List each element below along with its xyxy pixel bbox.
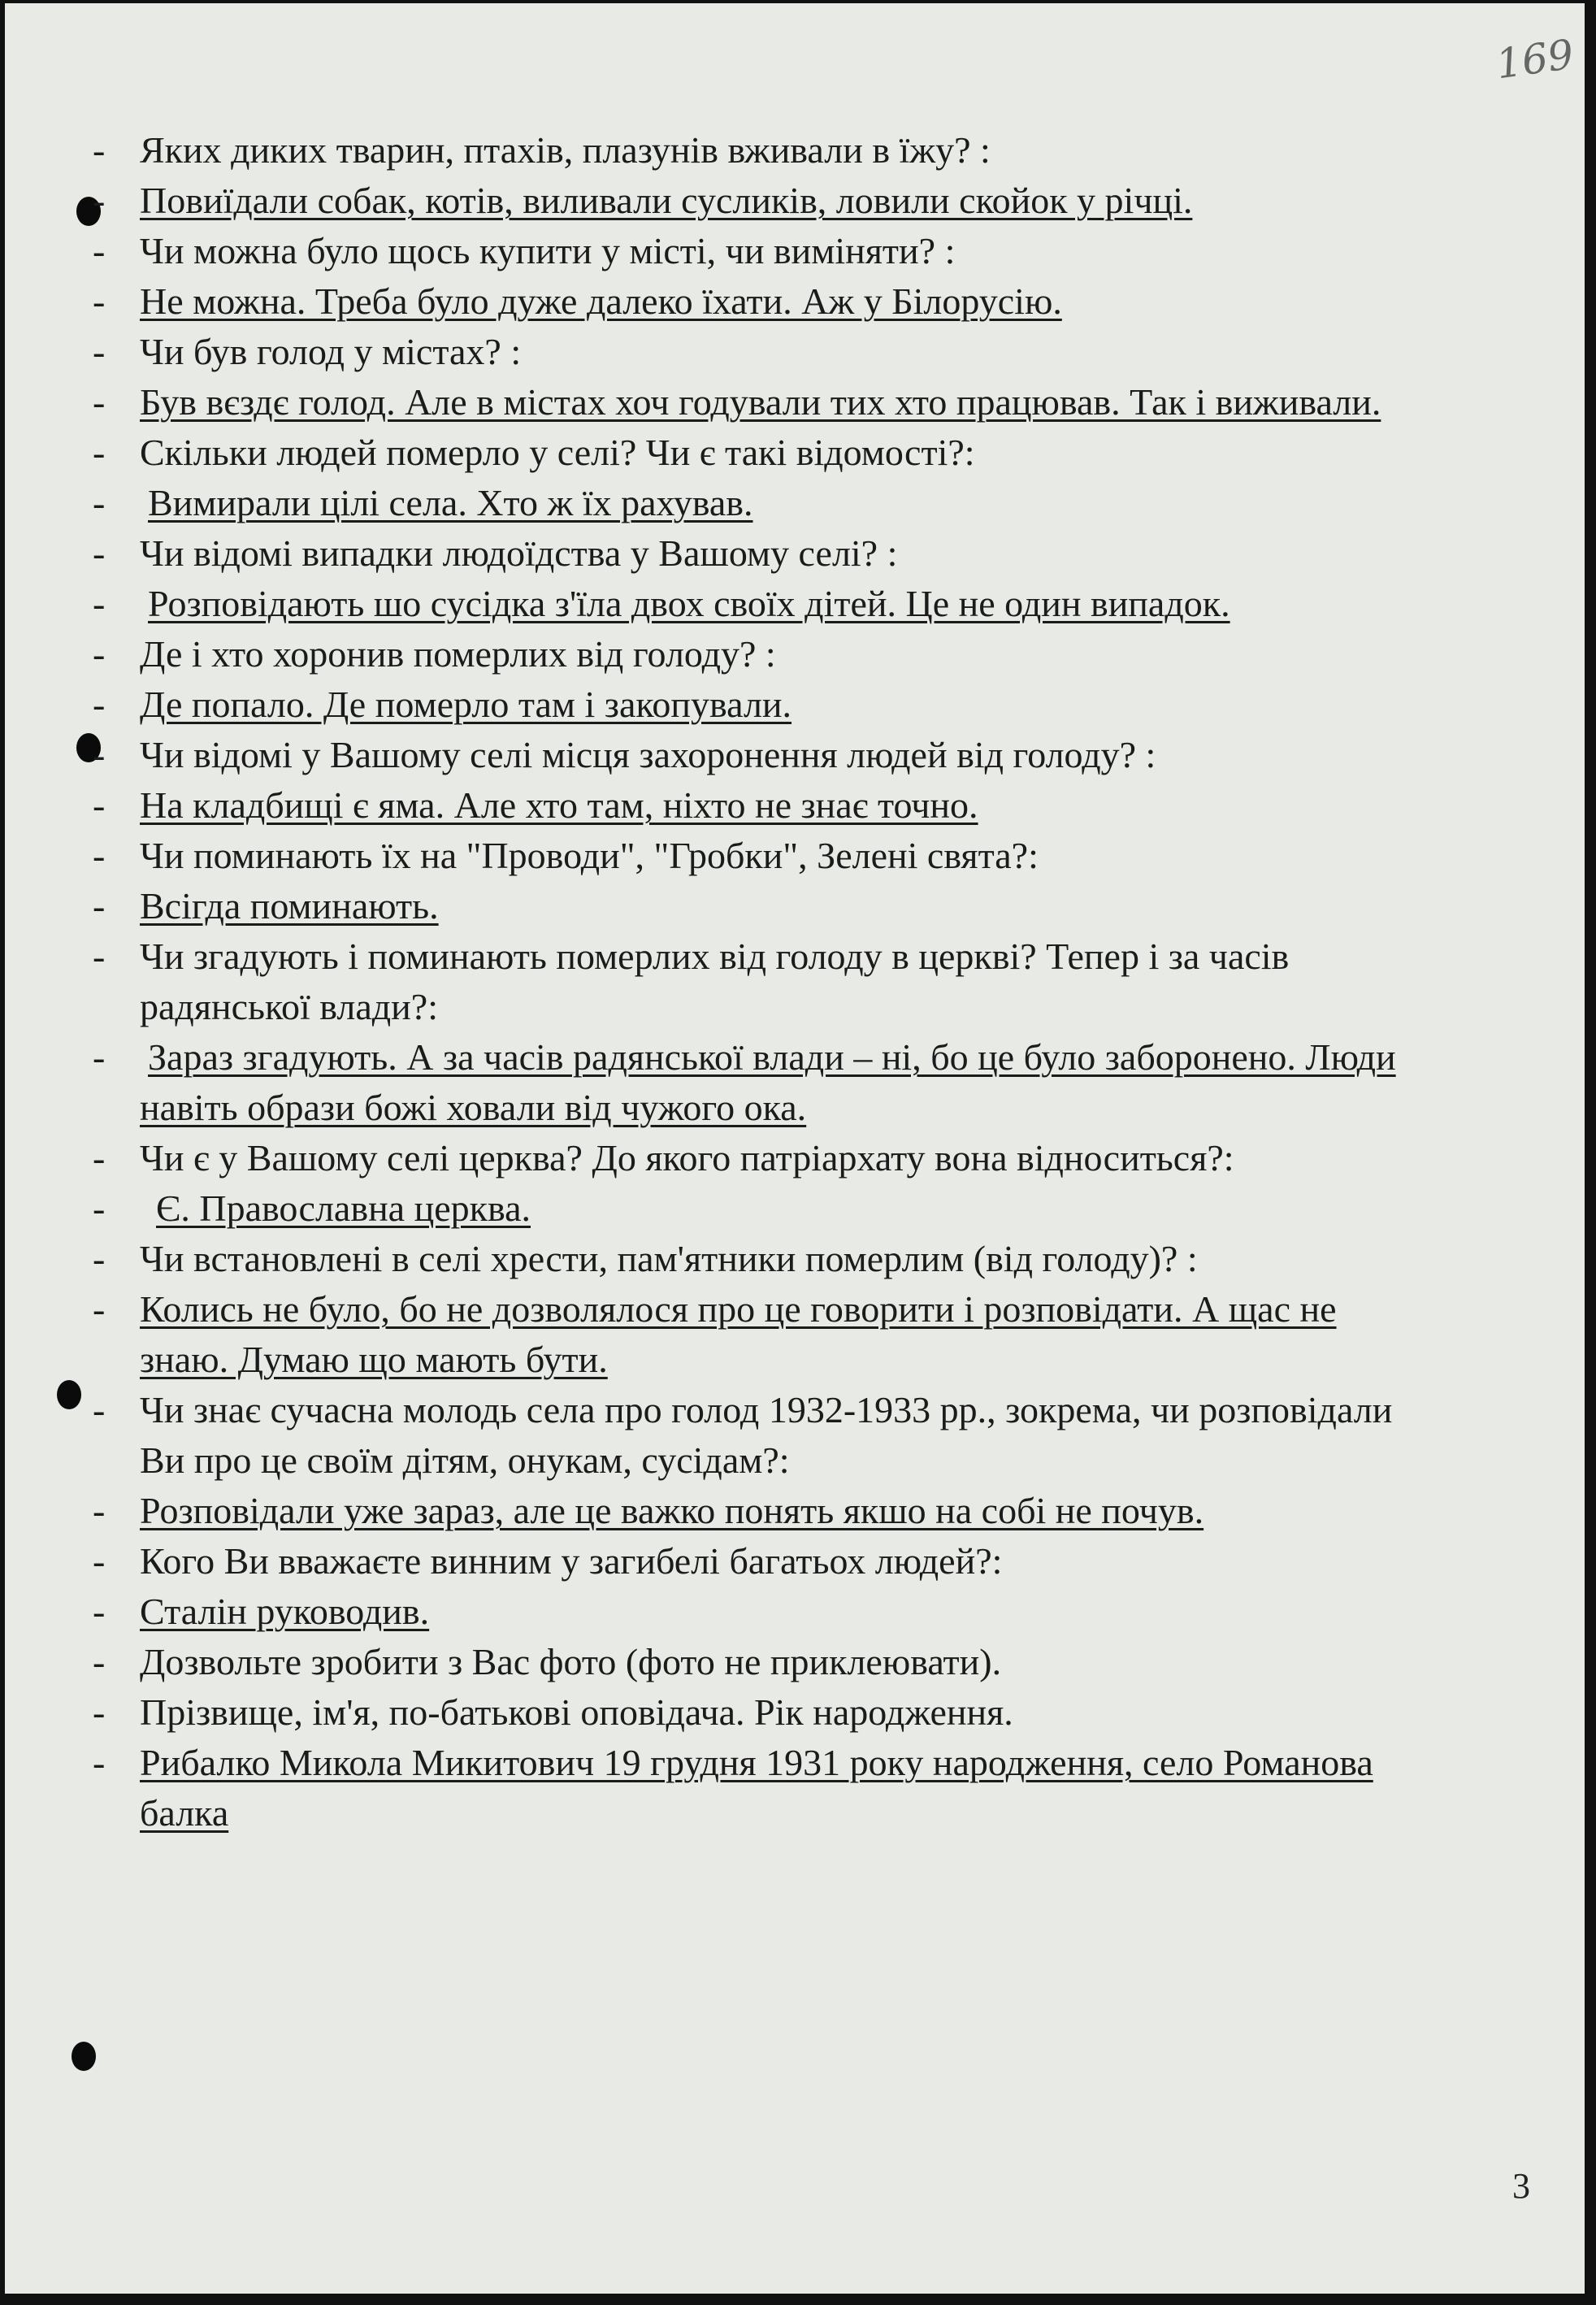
answer-line [5,1284,1585,1335]
list-dash: - [93,432,106,473]
answer-line [5,579,1585,629]
question-text: Чи відомі у Вашому селі місця захоронення людей від голоду? : [140,734,1156,775]
answer-line [5,1032,1585,1083]
question-text: Дозвольте зробити з Вас фото (фото не приклеювати). [140,1641,1002,1682]
list-dash: - [93,129,106,171]
list-dash: - [93,280,106,322]
question-text: Де і хто хоронив померлих від голоду? : [140,633,776,675]
question-line [5,1687,1585,1738]
list-dash: - [93,684,106,725]
list-dash: - [93,784,106,826]
list-dash: - [93,1137,106,1179]
answer-line [5,1486,1585,1536]
answer-text: Рибалко Микола Микитович 19 грудня 1931 року народження, село Романова [140,1742,1373,1783]
list-dash: - [93,482,106,523]
question-line [5,1234,1585,1284]
list-dash: - [93,180,106,221]
question-text: радянської влади?: [140,986,438,1027]
list-dash: - [93,381,106,423]
answer-line [5,1183,1585,1234]
question-line [5,1637,1585,1687]
list-dash: - [93,583,106,624]
answer-text: Не можна. Треба було дуже далеко їхати. Аж у Білорусію. [140,280,1062,322]
answer-line [5,276,1585,327]
question-line [5,1385,1585,1435]
answer-line [5,478,1585,528]
question-text: Скільки людей померло у селі? Чи є такі відомості?: [140,432,975,473]
question-line [5,629,1585,679]
list-dash: - [93,331,106,372]
list-dash: - [93,1490,106,1531]
answer-text: знаю. Думаю що мають бути. [140,1339,608,1380]
question-text: Чи встановлені в селі хрести, пам'ятники померлим (від голоду)? : [140,1238,1198,1279]
question-line [5,528,1585,579]
answer-text: Розповідають шо сусідка з'їла двох своїх дітей. Це не один випадок. [148,583,1230,624]
list-dash: - [93,532,106,574]
list-dash: - [93,1742,106,1783]
question-line [5,428,1585,478]
question-text: Чи знає сучасна молодь села про голод 1932-1933 рр., зокрема, чи розповідали [140,1389,1393,1430]
list-dash: - [93,1238,106,1279]
answer-text: Повиїдали собак, котів, виливали сусликів, ловили скойок у річці. [140,180,1193,221]
list-dash: - [93,1540,106,1582]
answer-text: Розповідали уже зараз, але це важко понять якшо на собі не почув. [140,1490,1204,1531]
question-text: Чи згадують і поминають померлих від голоду в церкві? Тепер і за часів [140,935,1290,977]
question-line [5,226,1585,276]
list-dash: - [93,885,106,927]
list-dash: - [93,1389,106,1430]
list-dash: - [93,835,106,876]
question-line [5,1536,1585,1587]
question-line [5,1435,1585,1486]
answer-line [5,1738,1585,1788]
list-dash: - [93,935,106,977]
list-dash: - [93,1187,106,1229]
answer-text: Де попало. Де померло там і закопували. [140,684,792,725]
answer-text: Колись не було, бо не дозволялося про це говорити і розповідати. А щас не [140,1288,1337,1330]
list-dash: - [93,1036,106,1078]
list-dash: - [93,1691,106,1733]
question-text: Чи є у Вашому селі церква? До якого патріархату вона відноситься?: [140,1137,1234,1179]
question-text: Кого Ви вважаєте винним у загибелі багатьох людей?: [140,1540,1003,1582]
question-line [5,831,1585,881]
question-text: Ви про це своїм дітям, онукам, сусідам?: [140,1439,790,1481]
questionnaire-list [5,125,1585,1838]
answer-text: Був вєздє голод. Але в містах хоч годували тих хто працював. Так і виживали. [140,381,1381,423]
answer-line [5,881,1585,931]
answer-text: Сталін руководив. [140,1591,430,1632]
list-dash: - [93,1591,106,1632]
question-text: Чи відомі випадки людоїдства у Вашому селі? : [140,532,898,574]
question-line [5,125,1585,176]
question-line [5,931,1585,982]
question-line [5,982,1585,1032]
answer-line [5,780,1585,831]
punch-hole [72,2042,96,2071]
list-dash: - [93,633,106,675]
answer-text: Вимирали цілі села. Хто ж їх рахував. [148,482,753,523]
question-text: Яких диких тварин, птахів, плазунів вживали в їжу? : [140,129,991,171]
answer-text: навіть образи божі ховали від чужого ока. [140,1087,807,1128]
answer-line [5,1335,1585,1385]
answer-line [5,1788,1585,1838]
answer-text: Всігда поминають. [140,885,439,927]
question-line [5,327,1585,377]
answer-text: На кладбищі є яма. Але хто там, ніхто не знає точно. [140,784,978,826]
answer-line [5,679,1585,730]
question-line [5,730,1585,780]
question-text: Чи можна було щось купити у місті, чи виміняти? : [140,230,956,271]
answer-line [5,1083,1585,1133]
answer-line [5,1587,1585,1637]
question-text: Прізвище, ім'я, по-батькові оповідача. Рік народження. [140,1691,1013,1733]
answer-text: балка [140,1792,229,1834]
handwritten-folio-number: 169 [1493,30,1577,89]
list-dash: - [93,230,106,271]
question-line [5,1133,1585,1183]
list-dash: - [93,1641,106,1682]
answer-line [5,377,1585,428]
question-text: Чи поминають їх на "Проводи", "Гробки", Зелені свята?: [140,835,1039,876]
page-number: 3 [1512,2166,1530,2206]
list-dash: - [93,734,106,775]
list-dash: - [93,1288,106,1330]
question-text: Чи був голод у містах? : [140,331,522,372]
answer-text: Зараз згадують. А за часів радянської влади – ні, бо це було заборонено. Люди [148,1036,1396,1078]
answer-line [5,176,1585,226]
document-page [5,3,1585,2294]
answer-text: Є. Православна церква. [156,1187,531,1229]
